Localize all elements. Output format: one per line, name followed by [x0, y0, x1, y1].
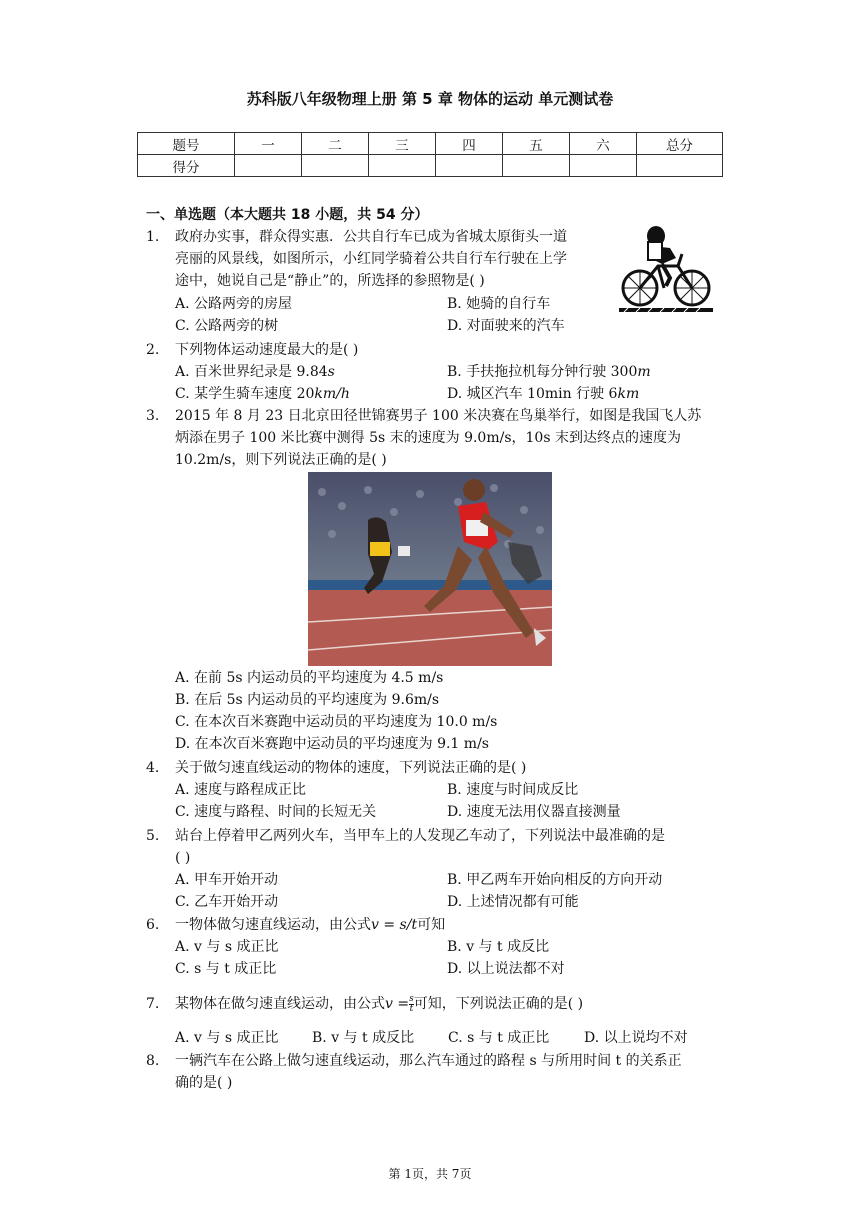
option-c: C. 在本次百米赛跑中运动员的平均速度为 10.0 m/s	[175, 714, 498, 730]
unit: s	[327, 364, 335, 380]
option-text: B. 手扶拖拉机每分钟行驶 300	[447, 364, 638, 380]
page-footer: 第 1页，共 7页	[388, 1167, 472, 1181]
question-number: 6.	[146, 917, 160, 933]
question-text: 途中，她说自己是“静止”的，所选择的参照物是( )	[175, 273, 485, 289]
question-number: 7.	[146, 996, 160, 1012]
option-a: A. 速度与路程成正比	[175, 782, 307, 798]
table-cell: 六	[570, 133, 637, 155]
question-text	[175, 914, 445, 936]
table-cell: 一	[235, 133, 302, 155]
question-number: 3.	[146, 408, 160, 424]
question-text: ( )	[175, 850, 191, 866]
option-d: D. 以上说均不对	[584, 1030, 688, 1046]
unit: km	[617, 386, 640, 402]
option-text: A. 百米世界纪录是 9.84	[175, 364, 328, 380]
question-text: 确的是( )	[175, 1075, 233, 1091]
score-table	[137, 132, 723, 177]
stem-end: 可知，下列说法正确的是( )	[413, 996, 584, 1012]
option-d: D. 以上说法都不对	[447, 961, 565, 977]
table-cell: 五	[503, 133, 570, 155]
question-text: 亮丽的风景线，如图所示，小红同学骑着公共自行车行驶在上学	[175, 251, 567, 267]
option-c: C. 速度与路程、时间的长短无关	[175, 804, 377, 820]
table-cell: 总分	[637, 133, 723, 155]
table-row	[138, 155, 723, 177]
question-text: 政府办实事，群众得实惠．公共自行车已成为省城太原街头一道	[175, 229, 567, 245]
table-cell[interactable]	[369, 155, 436, 177]
table-row	[138, 133, 723, 155]
option-c: C. 乙车开始开动	[175, 894, 279, 910]
denominator: t	[409, 1003, 414, 1014]
stem-end: 可知	[417, 917, 446, 933]
question-text	[175, 993, 583, 1015]
option-a: A. 甲车开始开动	[175, 872, 279, 888]
question-text: 炳添在男子 100 米比赛中测得 5s 末的速度为 9.0m/s，10s 末到达终点的速度为	[175, 430, 681, 446]
formula: v = s/t	[371, 917, 418, 933]
option-a: A. 在前 5s 内运动员的平均速度为 4.5 m/s	[175, 670, 444, 686]
option-c: C. 公路两旁的树	[175, 318, 279, 334]
stem-text: 某物体在做匀速直线运动，由公式	[175, 996, 385, 1012]
page-title: 苏科版八年级物理上册 第 5 章 物体的运动 单元测试卷	[246, 90, 614, 108]
option-b: B. 速度与时间成反比	[447, 782, 579, 798]
option-b: B. v 与 t 成反比	[312, 1030, 415, 1046]
option-a: A. v 与 s 成正比	[175, 939, 279, 955]
option-c	[175, 383, 350, 405]
question-text: 一辆汽车在公路上做匀速直线运动，那么汽车通过的路程 s 与所用时间 t 的关系正	[175, 1053, 682, 1069]
table-cell[interactable]	[570, 155, 637, 177]
option-b: B. 甲乙两车开始向相反的方向开动	[447, 872, 663, 888]
table-cell: 四	[436, 133, 503, 155]
table-cell[interactable]	[503, 155, 570, 177]
option-b: B. v 与 t 成反比	[447, 939, 550, 955]
option-a: A. 公路两旁的房屋	[175, 296, 293, 312]
question-number: 4.	[146, 760, 160, 776]
option-d: D. 在本次百米赛跑中运动员的平均速度为 9.1 m/s	[175, 736, 489, 752]
question-number: 2.	[146, 342, 160, 358]
option-d: D. 上述情况都有可能	[447, 894, 579, 910]
option-d: D. 对面驶来的汽车	[447, 318, 565, 334]
question-number: 8.	[146, 1053, 160, 1069]
table-cell[interactable]	[637, 155, 723, 177]
question-text: 下列物体运动速度最大的是( )	[175, 342, 359, 358]
cyclist-image	[618, 222, 714, 314]
question-number: 1.	[146, 229, 160, 245]
unit: m	[637, 364, 651, 380]
question-text: 10.2m/s，则下列说法正确的是( )	[175, 452, 387, 468]
table-cell[interactable]	[302, 155, 369, 177]
question-text: 站台上停着甲乙两列火车，当甲车上的人发现乙车动了，下列说法中最准确的是	[175, 828, 665, 844]
table-cell: 二	[302, 133, 369, 155]
table-cell: 三	[369, 133, 436, 155]
question-text: 2015 年 8 月 23 日北京田径世锦赛男子 100 米决赛在鸟巢举行，如图是我国飞人苏	[175, 408, 702, 424]
question-number: 5.	[146, 828, 160, 844]
option-b	[447, 361, 651, 383]
sprint-race-photo	[308, 472, 552, 666]
option-text: D. 城区汽车 10min 行驶 6	[447, 386, 618, 402]
option-b: B. 她骑的自行车	[447, 296, 551, 312]
option-a: A. v 与 s 成正比	[175, 1030, 279, 1046]
option-c: C. s 与 t 成正比	[448, 1030, 550, 1046]
table-cell[interactable]	[436, 155, 503, 177]
table-cell[interactable]	[235, 155, 302, 177]
stem-text: 一物体做匀速直线运动，由公式	[175, 917, 371, 933]
option-d: D. 速度无法用仪器直接测量	[447, 804, 621, 820]
table-cell: 得分	[138, 155, 235, 177]
option-d	[447, 383, 639, 405]
option-a	[175, 361, 335, 383]
unit: km/h	[314, 386, 350, 402]
table-cell: 题号	[138, 133, 235, 155]
option-text: C. 某学生骑车速度 20	[175, 386, 315, 402]
option-c: C. s 与 t 成正比	[175, 961, 277, 977]
option-b: B. 在后 5s 内运动员的平均速度为 9.6m/s	[175, 692, 440, 708]
formula: v =	[385, 996, 410, 1012]
section-heading: 一、单选题（本大题共 18 小题，共 54 分）	[146, 207, 429, 223]
numerator: s	[409, 993, 414, 1004]
question-text: 关于做匀速直线运动的物体的速度，下列说法正确的是( )	[175, 760, 527, 776]
